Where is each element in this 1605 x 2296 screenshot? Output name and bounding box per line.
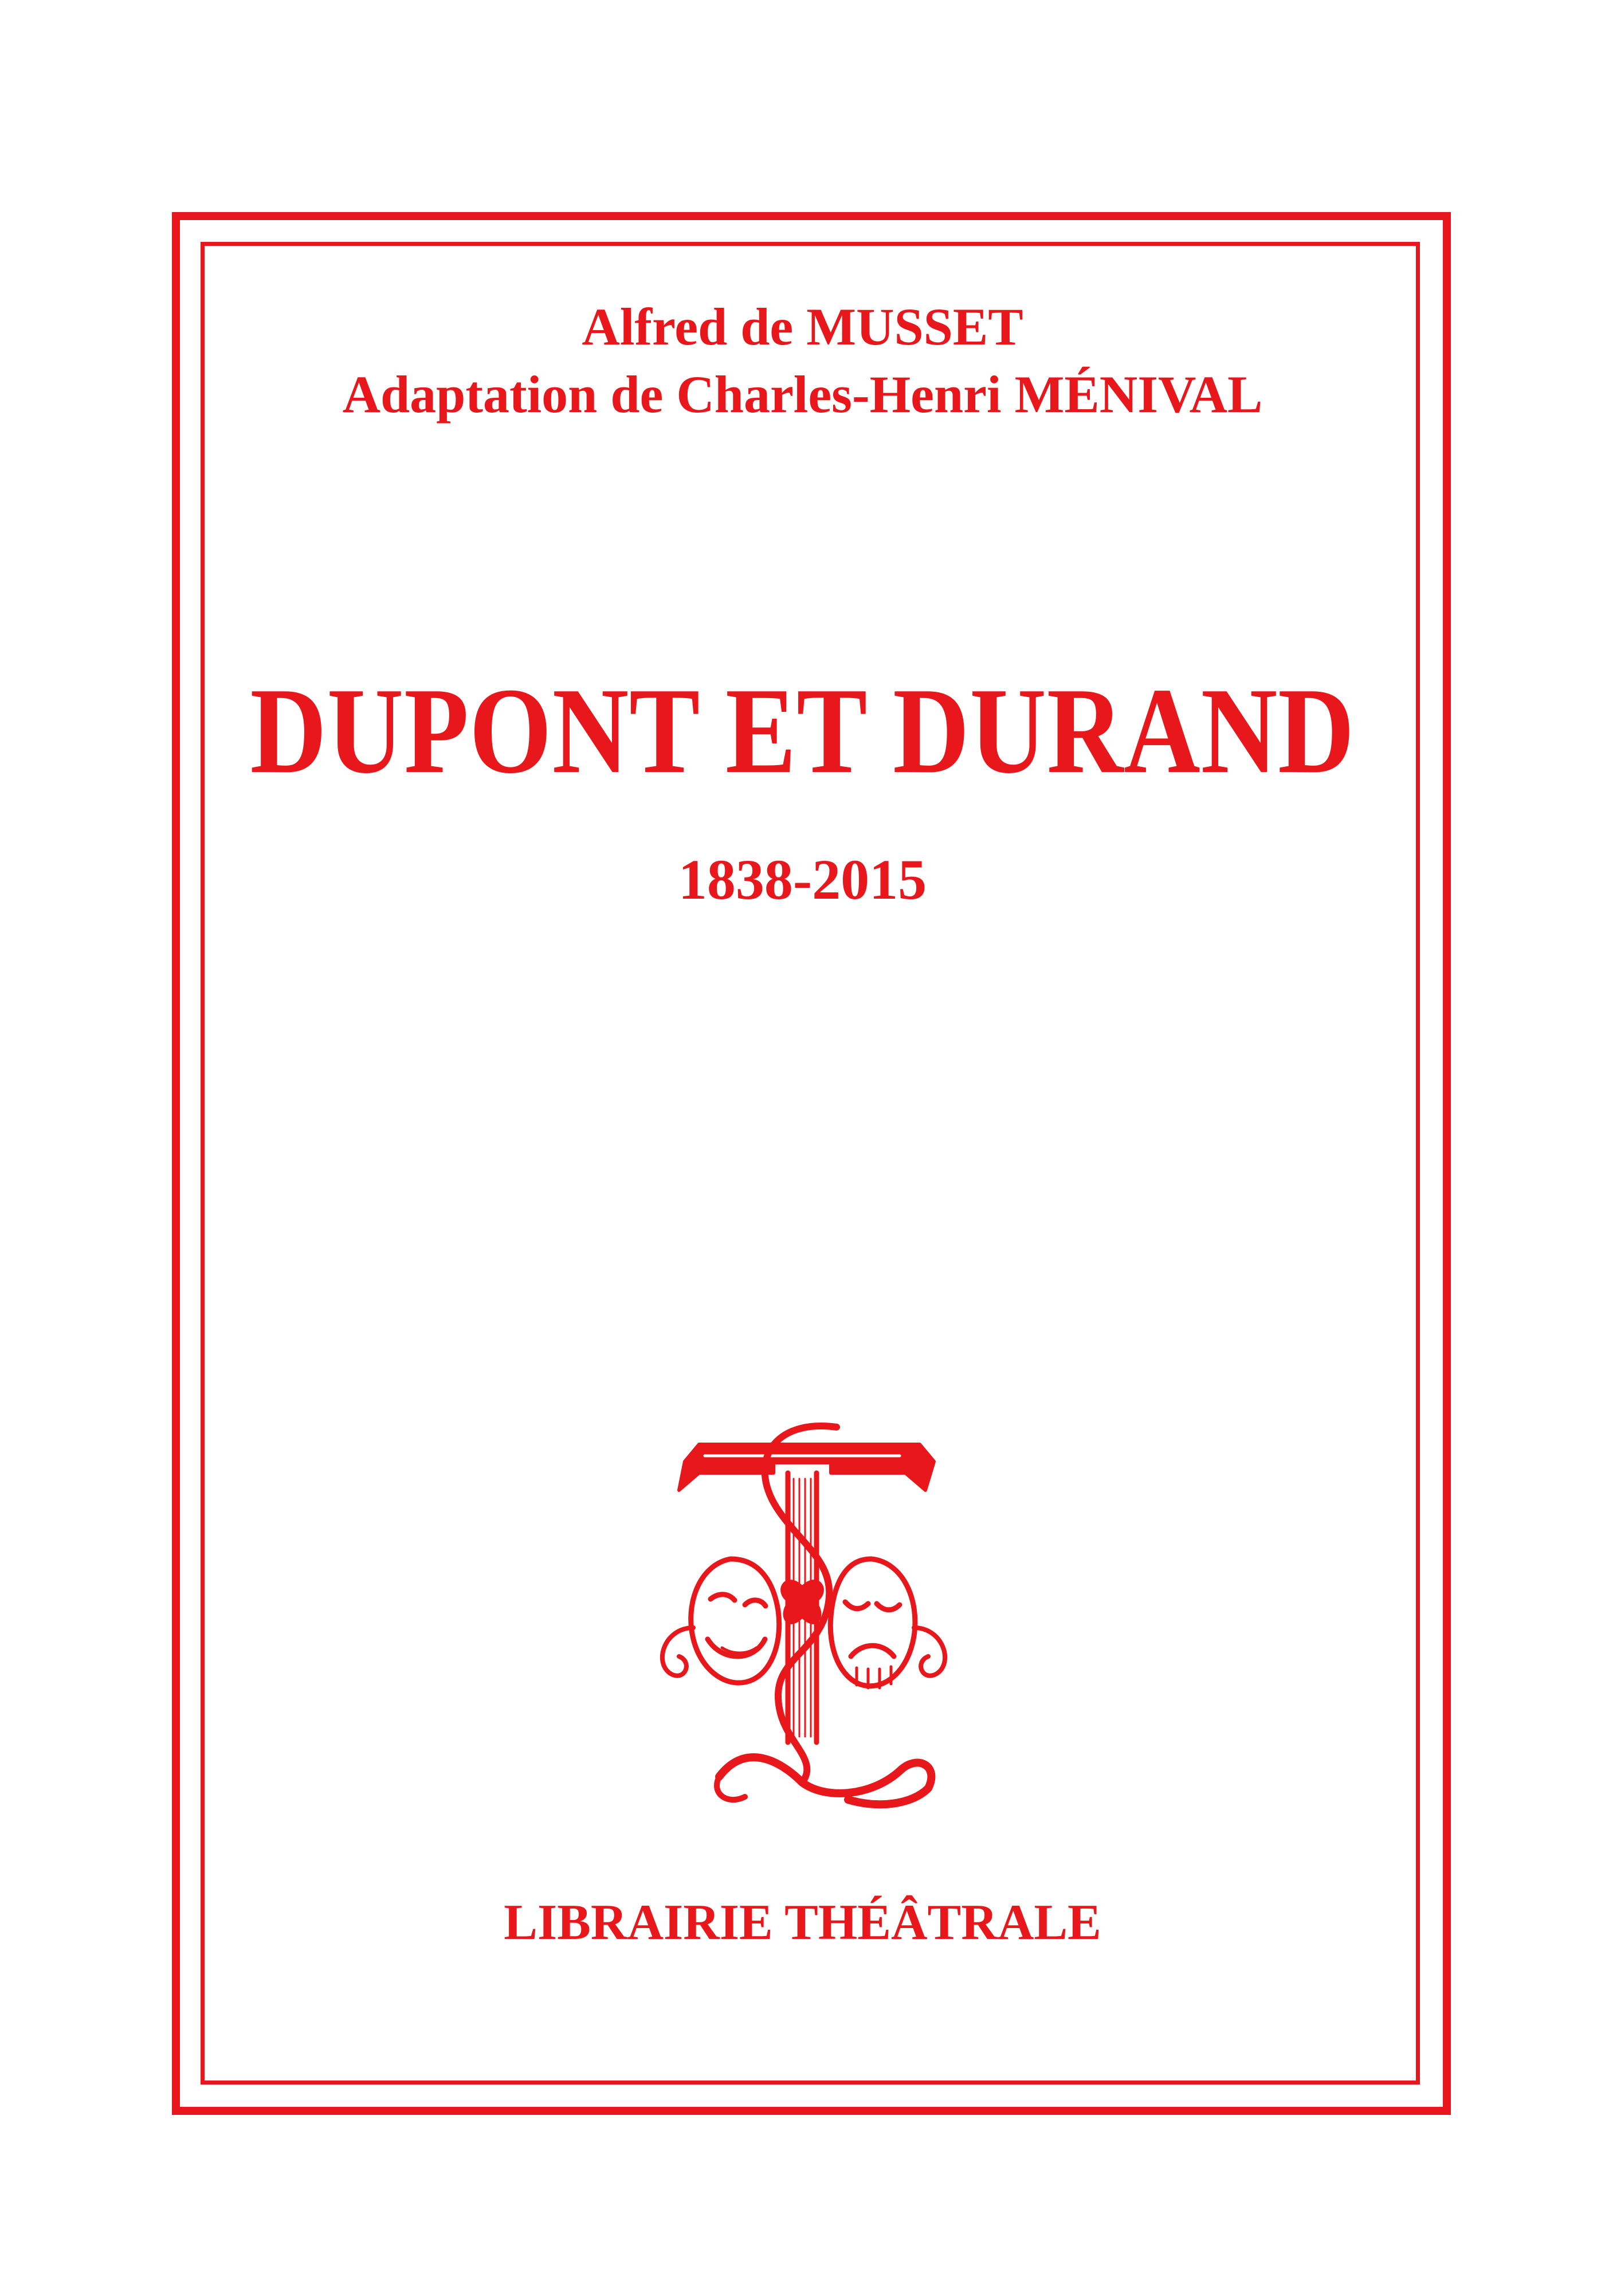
date-range: 1838-2015	[678, 848, 927, 911]
adaptation-credit: Adaptation de Charles-Henri MÉNIVAL	[342, 365, 1263, 424]
publisher-name: LIBRAIRIE THÉÂTRALE	[504, 1895, 1101, 1950]
theatre-masks-monogram-icon	[630, 1421, 974, 1811]
author-name: Alfred de MUSSET	[582, 297, 1023, 356]
book-title: DUPONT ET DURAND	[250, 662, 1355, 799]
